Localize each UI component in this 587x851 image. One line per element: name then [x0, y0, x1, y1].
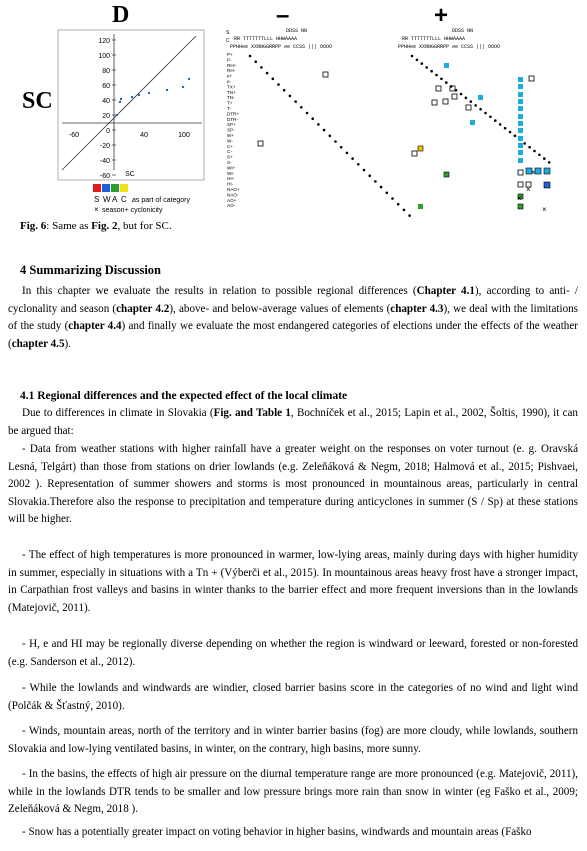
diagonal-marker — [411, 55, 414, 58]
matrix-row-label: S+ — [227, 154, 233, 160]
matrix-row-c: C — [226, 38, 230, 44]
matrix-row-label: C- — [227, 149, 232, 155]
matrix-row-label: SP+ — [227, 122, 236, 128]
diagonal-marker — [425, 66, 428, 69]
y-tick-label: -20 — [99, 143, 110, 150]
diagonal-marker — [340, 146, 343, 149]
y-tick-label: 60 — [102, 83, 110, 90]
matrix-row-label: DTR- — [227, 116, 238, 122]
x-tick-label: -60 — [68, 132, 80, 139]
cross-cell: × — [542, 205, 547, 214]
matrix-row-s: S — [226, 30, 230, 36]
diagonal-marker — [543, 157, 546, 160]
diagonal-marker — [386, 192, 389, 195]
diagonal-marker — [266, 72, 269, 75]
panel-label: D — [112, 2, 130, 28]
filled-cell — [518, 143, 523, 148]
diagonal-marker — [277, 83, 280, 86]
filled-cell — [518, 128, 523, 133]
diagonal-marker — [351, 157, 354, 160]
legend-swatch-c — [120, 184, 128, 192]
legend-letter-s: S — [94, 195, 100, 204]
x-tick-label: 100 — [178, 132, 190, 139]
bullet-wind: - While the lowlands and windwards are windier, closed barrier basins score in the categories of no wind and light wind (Polčák & Šťastný, 2010). — [8, 682, 578, 712]
diagonal-marker — [445, 81, 448, 84]
bullet-temperature: - The effect of high temperatures is more pronounced in warmer, low-lying areas, mainly during days with higher humidity in summer, especially in situations with a Tn + (Výberči et al., 2015). In mountainous areas heavy frost have a stronger impact, in Carpathian frost valleys and basins in winter thanks to the barrier effect and more frequent inversions than in the lowlands (Matejovič, 2011). — [8, 549, 578, 614]
y-tick-label: -40 — [99, 158, 110, 165]
filled-cell — [518, 114, 523, 119]
header-plus-3: PPHHee XXNNGGRRPP ee CCSS ||| OOOO — [398, 44, 501, 50]
svg-text:S W A — [94, 195, 127, 204]
bullet-snow: - Snow has a potentially greater impact on voting behavior in higher basins, windwards and mountain areas (Faško — [22, 826, 532, 838]
legend-cross-icon: × — [94, 205, 99, 214]
x-axis-ticks — [69, 132, 190, 139]
cross-cell: × — [517, 194, 522, 203]
bullet-cloudiness: - Winds, mountain areas, north of the territory and in winter barrier basins (fog) are more cloudy, while lowlands, southern Slovakia and low-lying ventilated basins, in winter, on the contrary, high basins, more sunny. — [8, 725, 578, 755]
bullet-pressure: - In the basins, the effects of high air pressure on the diurnal temperature range are more pronounced (e.g. Matejovič, 2011), while in the lowlands DTR tends to be smaller and low pressure brings more rain than snow in winter (eg Faško et al., 2009; Zeleňáková & Negm, 2018 ). — [8, 768, 578, 815]
diagonal-marker — [306, 112, 309, 115]
diagonal-marker — [380, 186, 383, 189]
matrix-row-label: T- — [227, 106, 232, 111]
matrix-row-label: RH- — [227, 68, 236, 74]
matrix-row-label: P- — [227, 57, 232, 63]
legend-letter-w: W — [103, 195, 111, 204]
minus-label: – — [276, 2, 290, 29]
intro-paragraph: In this chapter we evaluate the results in relation to possible regional differences (Chapter 4.1), according to anti- / cyclonality and season (chapter 4.2), above- and below-average values of elements (chapter 4.3), we deal with the limitations of the study (chapter 4.4) and finally we evaluate the most endangered categories of elections under the effects of the weather (chapter 4.5). — [8, 285, 578, 350]
diagonal-marker — [499, 123, 502, 126]
subsection-intro: Due to differences in climate in Slovakia (Fig. and Table 1, Bochníček et al., 2015; Lapin et al., 2002, Šoltis, 1990), it can be argued that: — [8, 407, 578, 437]
matrix-open-cells — [258, 72, 534, 187]
matrix-diagonal — [249, 55, 551, 217]
diagonal-marker — [533, 150, 536, 153]
legend-swatch-a — [111, 184, 119, 192]
diagonal-marker — [346, 152, 349, 155]
open-cell — [529, 76, 534, 81]
open-cell — [443, 99, 448, 104]
filled-cell — [518, 204, 523, 209]
diagonal-marker — [249, 55, 252, 58]
diagonal-marker — [460, 93, 463, 96]
diagonal-marker — [528, 146, 531, 149]
scatter-point — [119, 101, 121, 103]
diagonal-marker — [435, 74, 438, 77]
scatter-point — [182, 86, 184, 88]
diagonal-marker — [368, 174, 371, 177]
matrix-row-label: P+ — [227, 52, 233, 57]
diagonal-marker — [317, 123, 320, 126]
diagonal-marker — [391, 197, 394, 200]
filled-cell — [418, 204, 423, 209]
y-tick-label: 40 — [102, 98, 110, 105]
filled-cell — [518, 158, 523, 163]
diagonal-marker — [489, 116, 492, 119]
filled-cell — [518, 150, 523, 155]
scatter-legend — [93, 184, 190, 214]
diagonal-marker — [408, 214, 411, 217]
diagonal-marker — [470, 100, 473, 103]
diagonal-marker — [504, 127, 507, 130]
diagonal-marker — [311, 117, 314, 120]
diagonal-marker — [300, 106, 303, 109]
matrix-row-label: RH+ — [227, 62, 237, 68]
diagonal-marker — [474, 104, 477, 107]
diagonal-marker — [289, 95, 292, 98]
diagonal-marker — [357, 163, 360, 166]
open-cell — [258, 141, 263, 146]
y-tick-label: 120 — [98, 38, 110, 45]
diagonal-marker — [329, 135, 332, 138]
legend-text: as part of category — [132, 197, 190, 204]
matrix-row-label: TX+ — [227, 84, 236, 90]
matrix-row-label: T+ — [227, 100, 233, 106]
figure-caption: Fig. 6: Same as Fig. 2, but for SC. — [20, 220, 172, 232]
diagonal-marker — [509, 131, 512, 134]
diagonal-marker — [254, 60, 257, 63]
scatter-point — [120, 98, 122, 100]
filled-cell — [444, 63, 449, 68]
header-minus-1: DDSS NN — [286, 28, 308, 34]
matrix-row-label: W- — [227, 138, 233, 144]
matrix-row-label: WI- — [227, 170, 235, 176]
matrix-row-label: NAO- — [227, 192, 239, 198]
matrix-row-label: AO+ — [227, 197, 237, 203]
matrix-row-label: HI+ — [227, 176, 235, 182]
open-cell — [432, 100, 437, 105]
caption-fig-ref: Fig. 6 — [20, 220, 47, 232]
filled-cell — [518, 121, 523, 126]
diagonal-marker — [484, 112, 487, 115]
legend-swatch-s — [93, 184, 101, 192]
diagonal-marker — [416, 59, 419, 62]
diagonal-marker — [494, 119, 497, 122]
diagonal-marker — [514, 135, 517, 138]
matrix-row-label: TN- — [227, 95, 235, 101]
matrix-row-label: AO- — [227, 203, 236, 209]
scatter-points — [116, 78, 190, 116]
scatter-point — [188, 78, 190, 80]
open-cell — [518, 170, 523, 175]
open-cell — [518, 182, 523, 187]
diagonal-marker — [260, 66, 263, 69]
diagonal-marker — [363, 169, 366, 172]
y-tick-label: 0 — [106, 128, 110, 135]
open-cell — [436, 86, 441, 91]
plus-label: + — [434, 2, 449, 29]
matrix-row-label: SP- — [227, 127, 235, 133]
bullet-rainfall: - Data from weather stations with higher rainfall have a greater weight on the responses on voter turnout (e. g. Oravská Lesná, Telgárt) than those from stations on drier lowlands (e.g. Zeleňáková & Negm, 2018; Halmová et al., 2015; Pishvaei, 2002 ). Representation of summer showers and storms is most pronounced in mountainous areas, particularly in central Slovakia.Therefore also the response to precipitation and temperature during anticyclones in summer (S / Sp) at these stations will be higher. — [8, 443, 578, 525]
diagonal-marker — [523, 142, 526, 145]
matrix-row-label: S- — [227, 160, 232, 165]
significance-matrix — [226, 22, 561, 217]
bullet-humidity: - H, e and HI may be regionally diverse depending on whether the region is windward or leeward, forested or non-forested (e.g. Sanderson et al., 2012). — [8, 638, 578, 668]
matrix-row-label: DTR+ — [227, 111, 240, 117]
filled-cell — [418, 146, 423, 151]
filled-cell — [518, 136, 523, 141]
matrix-row-labels — [227, 52, 240, 208]
filled-cell — [518, 84, 523, 89]
matrix-row-label: C+ — [227, 143, 234, 149]
scatter-point — [131, 96, 133, 98]
diagonal-marker — [440, 78, 443, 81]
matrix-row-label: HI- — [227, 181, 234, 187]
filled-cell — [518, 77, 523, 82]
diagonal-marker — [403, 209, 406, 212]
diagonal-marker — [430, 70, 433, 73]
open-cell — [412, 151, 417, 156]
row-label: SC — [22, 88, 53, 114]
legend-letter-c: C — [121, 195, 127, 204]
header-minus-3: PPHHee XXNNGGRRPP ee CCSS ||| OOOO — [230, 44, 333, 50]
diagonal-marker — [294, 100, 297, 103]
diagonal-marker — [421, 62, 424, 65]
open-cell — [323, 72, 328, 77]
cross-cell: × — [531, 168, 536, 177]
filled-cell — [470, 120, 475, 125]
y-tick-label: 100 — [98, 53, 110, 60]
header-plus-1: DDSS NN — [452, 28, 474, 34]
diagonal-marker — [334, 140, 337, 143]
diagonal-marker — [323, 129, 326, 132]
cross-cell: × — [526, 185, 531, 194]
matrix-row-label: WI+ — [227, 165, 236, 171]
diagonal-marker — [538, 154, 541, 157]
header-minus-2: RR TTTTTTTLLL HHWAAAA — [234, 36, 298, 42]
diagonal-marker — [397, 203, 400, 206]
diagonal-marker — [465, 97, 468, 100]
open-cell — [452, 94, 457, 99]
matrix-row-label: e+ — [227, 73, 233, 79]
matrix-row-label: TN+ — [227, 89, 236, 95]
matrix-row-label: NAO+ — [227, 187, 240, 192]
scatter-point — [138, 94, 140, 96]
x-tick-label: 40 — [140, 132, 148, 139]
diagonal-marker — [548, 161, 551, 164]
filled-cell — [518, 92, 523, 97]
filled-cell — [444, 172, 449, 177]
filled-cell — [478, 95, 483, 100]
diagonal-marker — [272, 78, 275, 81]
diagonal-marker — [479, 108, 482, 111]
y-tick-label: 80 — [102, 68, 110, 75]
x-axis-label: SC — [125, 171, 135, 178]
legend-cross-text: season+ cyclonicity — [102, 207, 163, 214]
filled-cell — [518, 99, 523, 104]
filled-cell — [518, 106, 523, 111]
scatter-point — [148, 92, 150, 94]
matrix-row-label: e- — [227, 79, 232, 84]
y-axis-ticks — [98, 38, 116, 180]
legend-swatch-w — [102, 184, 110, 192]
caption-ref: Fig. 2 — [91, 220, 118, 232]
scatter-point — [166, 89, 168, 91]
filled-cell — [544, 168, 550, 174]
scatter-plot — [56, 28, 206, 216]
matrix-row-label: W+ — [227, 133, 235, 138]
open-cell — [466, 105, 471, 110]
section-heading: 4 Summarizing Discussion — [20, 263, 161, 277]
legend-letter-a: A — [112, 195, 117, 204]
subsection-heading: 4.1 Regional differences and the expected effect of the local climate — [20, 390, 348, 402]
y-tick-label: -60 — [99, 173, 110, 180]
diagonal-marker — [374, 180, 377, 183]
filled-cell — [544, 182, 550, 188]
scatter-point — [116, 114, 118, 116]
filled-cell — [535, 168, 541, 174]
header-plus-2: RR TTTTTTTLLL HHWAAAA — [402, 36, 466, 42]
y-tick-label: 20 — [102, 113, 110, 120]
diagonal-marker — [283, 89, 286, 92]
